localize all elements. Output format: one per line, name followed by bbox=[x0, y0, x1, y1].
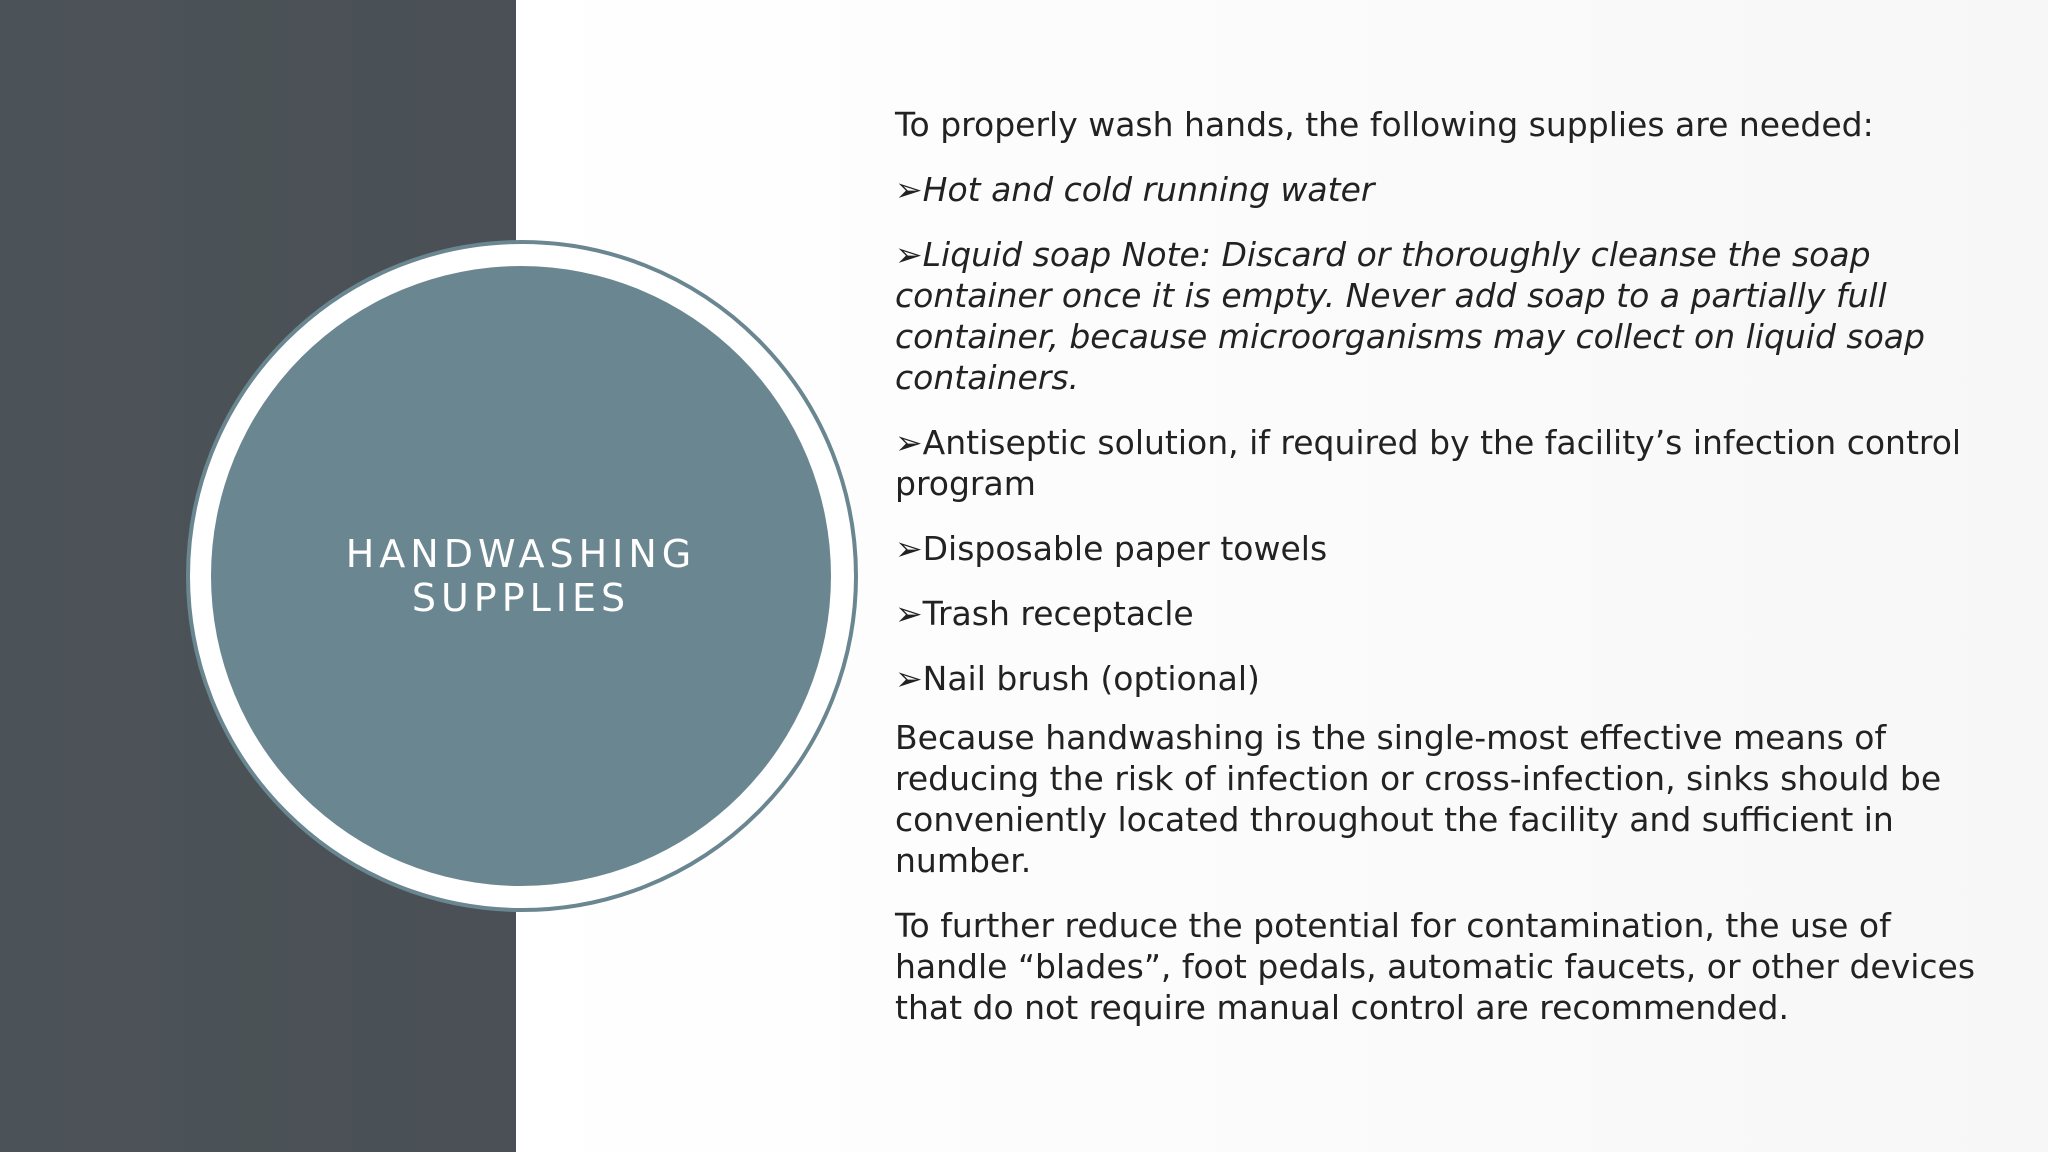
supply-item: ➢Disposable paper towels bbox=[895, 529, 1328, 568]
supply-item: ➢Liquid soap Note: Discard or thoroughly cleanse the soap container once it is empty. Never add soap to a partially full container, because microorganisms may collect on liquid soap containers. bbox=[895, 235, 1925, 397]
supply-item: ➢Trash receptacle bbox=[895, 594, 1194, 633]
supply-item: ➢Antiseptic solution, if required by the facility’s infection control program bbox=[895, 423, 1962, 503]
supply-item: ➢Hot and cold running water bbox=[895, 170, 1375, 209]
body-paragraph: To further reduce the potential for contamination, the use of handle “blades”, foot pedals, automatic faucets, or other devices that do not require manual control are recommended. bbox=[895, 906, 1976, 1027]
slide-title: HANDWASHING SUPPLIES bbox=[345, 532, 697, 620]
title-circle bbox=[211, 266, 831, 886]
supply-item: ➢Nail brush (optional) bbox=[895, 659, 1260, 698]
intro-text: To properly wash hands, the following supplies are needed: bbox=[895, 105, 1874, 144]
body-paragraph: Because handwashing is the single-most effective means of reducing the risk of infection or cross-infection, sinks should be conveniently located throughout the facility and sufficient in number. bbox=[895, 718, 1942, 880]
slide-body bbox=[895, 104, 2005, 1052]
